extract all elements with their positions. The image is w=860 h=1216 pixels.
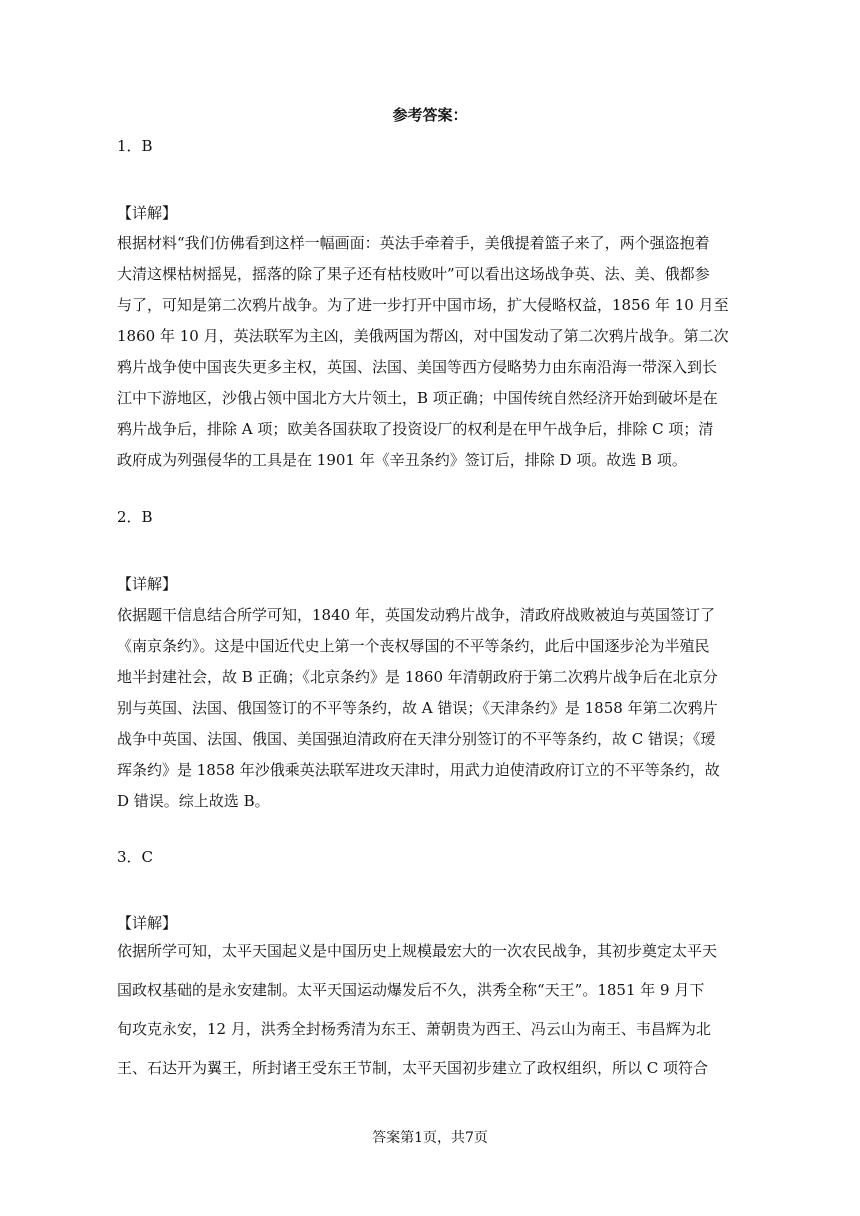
page-title: 参考答案： <box>392 106 468 124</box>
answer-2-line: D 错误。综上故选 B。 <box>117 792 270 810</box>
answer-1-detail-label: 【详解】 <box>117 204 178 222</box>
answer-2-line: 地半封建社会，故 B 正确；《北京条约》是 1860 年清朝政府于第二次鸦片战争后在北京分 <box>117 668 718 686</box>
answer-2-line: 别与英国、法国、俄国签订的不平等条约，故 A 错误；《天津条约》是 1858 年第二次鸦片 <box>117 699 718 717</box>
answer-1-line: 1860 年 10 月，英法联军为主凶，美俄两国为帮凶，对中国发动了第二次鸦片战争。第二次 <box>117 327 729 345</box>
answer-3-number: 3．C <box>117 848 154 866</box>
page-footer: 答案第1页，共7页 <box>372 1130 488 1146</box>
answer-2-explanation <box>117 600 745 817</box>
answer-3-line: 王、石达开为翼王，所封诸王受东王节制，太平天国初步建立了政权组织，所以 C 项符合 <box>117 1059 709 1077</box>
answer-1-explanation <box>117 228 745 476</box>
answer-2-line: 珲条约》是 1858 年沙俄乘英法联军进攻天津时，用武力迫使清政府订立的不平等条约，故 <box>117 761 720 779</box>
answer-1-line: 大清这棵枯树摇晃，摇落的除了果子还有枯枝败叶”可以看出这场战争英、法、美、俄都参 <box>117 265 710 283</box>
answer-2-line: 依据题干信息结合所学可知，1840 年，英国发动鸦片战争，清政府战败被迫与英国签订了 <box>117 606 715 624</box>
answer-3-explanation <box>117 932 745 1088</box>
answer-2-number: 2．B <box>117 508 153 526</box>
answer-1-line: 与了，可知是第二次鸦片战争。为了进一步打开中国市场，扩大侵略权益，1856 年 10 月至 <box>117 296 729 314</box>
answer-1-line: 鸦片战争后，排除 A 项；欧美各国获取了投资设厂的权利是在甲午战争后，排除 C 项；清 <box>117 420 714 438</box>
answer-3-line: 国政权基础的是永安建制。太平天国运动爆发后不久，洪秀全称“天王”。1851 年 9 月下 <box>117 981 705 999</box>
answer-2-line: 《南京条约》。这是中国近代史上第一个丧权辱国的不平等条约，此后中国逐步沦为半殖民 <box>117 637 710 655</box>
answer-1-line: 鸦片战争使中国丧失更多主权，英国、法国、美国等西方侵略势力由东南沿海一带深入到长 <box>117 358 718 376</box>
answer-2-line: 战争中英国、法国、俄国、美国强迫清政府在天津分别签订的不平等条约，故 C 错误；《瑷 <box>117 730 716 748</box>
answer-1-number: 1．B <box>117 137 153 155</box>
answer-1-line: 根据材料“我们仿佛看到这样一幅画面：英法手牵着手，美俄提着篮子来了，两个强盗抱着 <box>117 234 710 252</box>
answer-2-detail-label: 【详解】 <box>117 575 178 593</box>
answer-3-line: 依据所学可知，太平天国起义是中国历史上规模最宏大的一次农民战争，其初步奠定太平天 <box>117 942 718 960</box>
answer-3-line: 旬攻克永安，12 月，洪秀全封杨秀清为东王、萧朝贵为西王、冯云山为南王、韦昌辉为北 <box>117 1020 711 1038</box>
answer-3-detail-label: 【详解】 <box>117 914 178 932</box>
answer-1-line: 江中下游地区，沙俄占领中国北方大片领土，B 项正确；中国传统自然经济开始到破坏是在 <box>117 389 718 407</box>
answer-1-line: 政府成为列强侵华的工具是在 1901 年《辛丑条约》签订后，排除 D 项。故选 B 项。 <box>117 451 687 469</box>
